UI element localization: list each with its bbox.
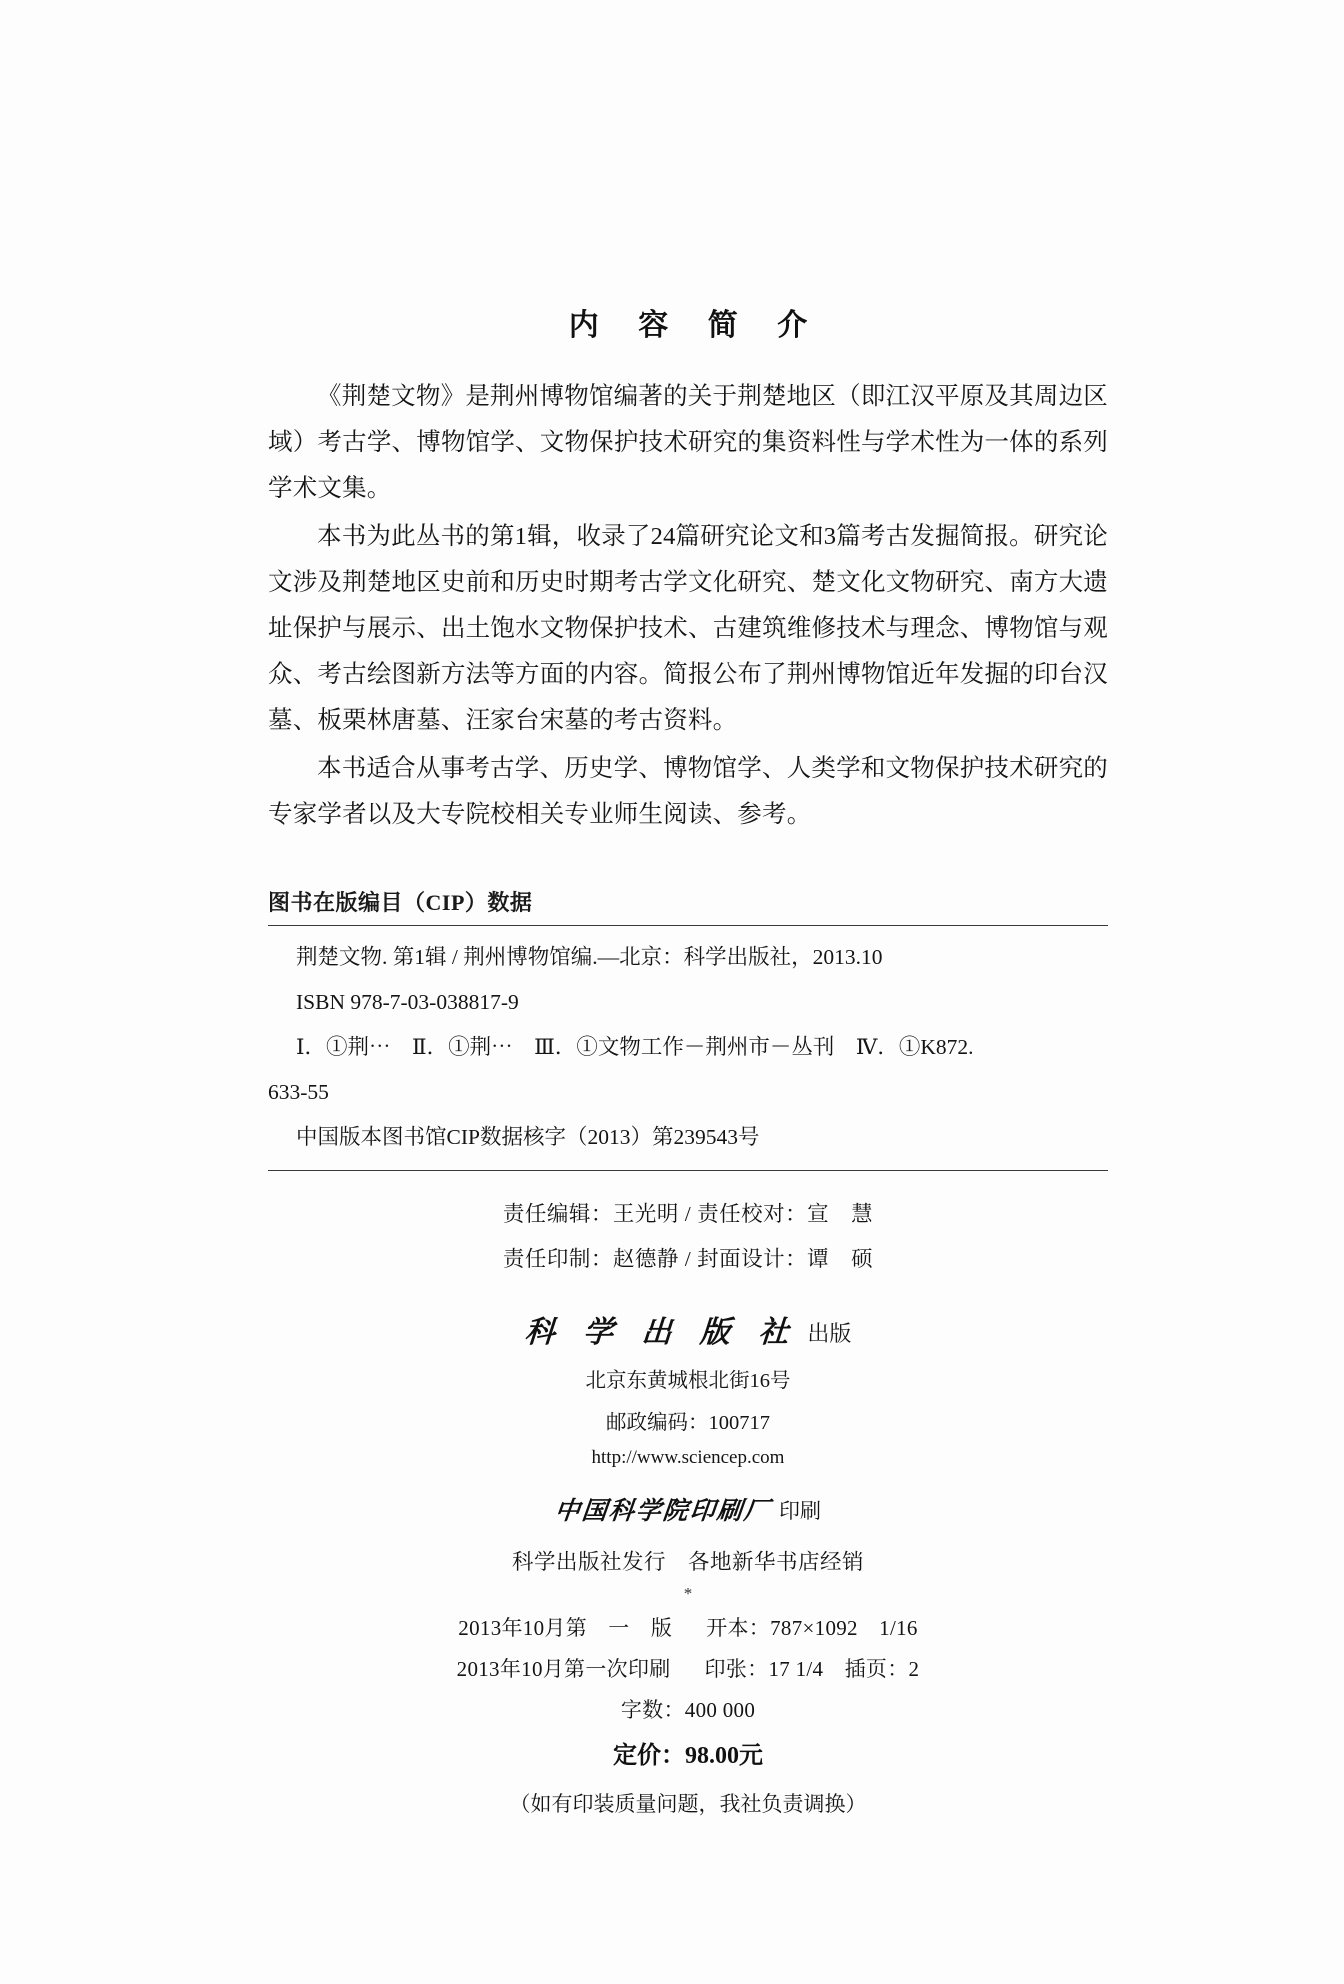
page-content bbox=[268, 300, 1108, 1818]
publisher-postcode: 邮政编码：100717 bbox=[606, 1412, 770, 1434]
page-title: 内 容 简 介 bbox=[568, 309, 824, 342]
quality-note: （如有印装质量问题，我社负责调换） bbox=[509, 1792, 867, 1816]
price-line: 定价：98.00元 bbox=[613, 1743, 763, 1769]
publisher-url: http://www.sciencep.com bbox=[591, 1447, 785, 1468]
credits-line: 责任印制：赵德静 / 封面设计：谭 硕 bbox=[502, 1247, 874, 1271]
cip-body bbox=[268, 926, 1108, 1170]
distribution-line: 科学出版社发行 各地新华书店经销 bbox=[511, 1550, 864, 1574]
intro-paragraph: 《荆楚文物》是荆州博物馆编著的关于荆楚地区（即江汉平原及其周边区域）考古学、博物馆学、文物保护技术研究的集资料性与学术性为一体的系列学术文集。 bbox=[268, 383, 1108, 502]
printer-row bbox=[268, 1491, 1108, 1527]
cip-line: ISBN 978-7-03-038817-9 bbox=[296, 990, 519, 1014]
specs-row bbox=[268, 1694, 1108, 1724]
printer-suffix: 印刷 bbox=[779, 1499, 821, 1523]
credits-line: 责任编辑：王光明 / 责任校对：宣 慧 bbox=[502, 1202, 874, 1226]
specs-left: 字数：400 000 bbox=[620, 1698, 756, 1722]
specs-row bbox=[268, 1653, 1108, 1683]
credits-block bbox=[268, 1171, 1108, 1273]
publisher-block bbox=[268, 1307, 1108, 1604]
specs-right: 开本：787×1092 1/16 bbox=[706, 1616, 918, 1640]
cip-block bbox=[268, 886, 1108, 1171]
cip-line: Ⅰ．①荆⋯ Ⅱ．①荆⋯ Ⅲ．①文物工作－荆州市－丛刊 Ⅳ．①K872. bbox=[296, 1035, 974, 1059]
specs-left: 2013年10月第一次印刷 bbox=[456, 1657, 671, 1681]
cip-line: 中国版本图书馆CIP数据核字（2013）第239543号 bbox=[296, 1125, 760, 1149]
specs-row bbox=[268, 1612, 1108, 1642]
printer-logo: 中国科学院印刷厂 bbox=[553, 1496, 773, 1525]
separator-star: * bbox=[683, 1584, 693, 1603]
cip-line: 633-55 bbox=[268, 1080, 329, 1104]
specs-left: 2013年10月第 一 版 bbox=[458, 1616, 673, 1640]
publisher-address: 北京东黄城根北街16号 bbox=[585, 1370, 791, 1392]
intro-paragraph: 本书适合从事考古学、历史学、博物馆学、人类学和文物保护技术研究的专家学者以及大专院校相关专业师生阅读、参考。 bbox=[268, 755, 1108, 828]
intro-section bbox=[268, 374, 1108, 838]
specs-right: 印张：17 1/4 插页：2 bbox=[704, 1657, 920, 1681]
cip-heading: 图书在版编目（CIP）数据 bbox=[268, 890, 533, 915]
publisher-name-row bbox=[268, 1307, 1108, 1351]
publisher-suffix: 出版 bbox=[807, 1321, 852, 1346]
science-press-logo: 科 学 出 版 社 bbox=[523, 1315, 799, 1350]
cip-line: 荆楚文物. 第1辑 / 荆州博物馆编.—北京：科学出版社，2013.10 bbox=[296, 945, 883, 969]
intro-paragraph: 本书为此丛书的第1辑，收录了24篇研究论文和3篇考古发掘简报。研究论文涉及荆楚地区史前和历史时期考古学文化研究、楚文化文物研究、南方大遗址保护与展示、出土饱水文物保护技术、古建筑维修技术与理念、博物馆与观众、考古绘图新方法等方面的内容。简报公布了荆州博物馆近年发掘的印台汉墓、板栗林唐墓、汪家台宋墓的考古资料。 bbox=[268, 523, 1108, 734]
specs-block bbox=[268, 1612, 1108, 1818]
